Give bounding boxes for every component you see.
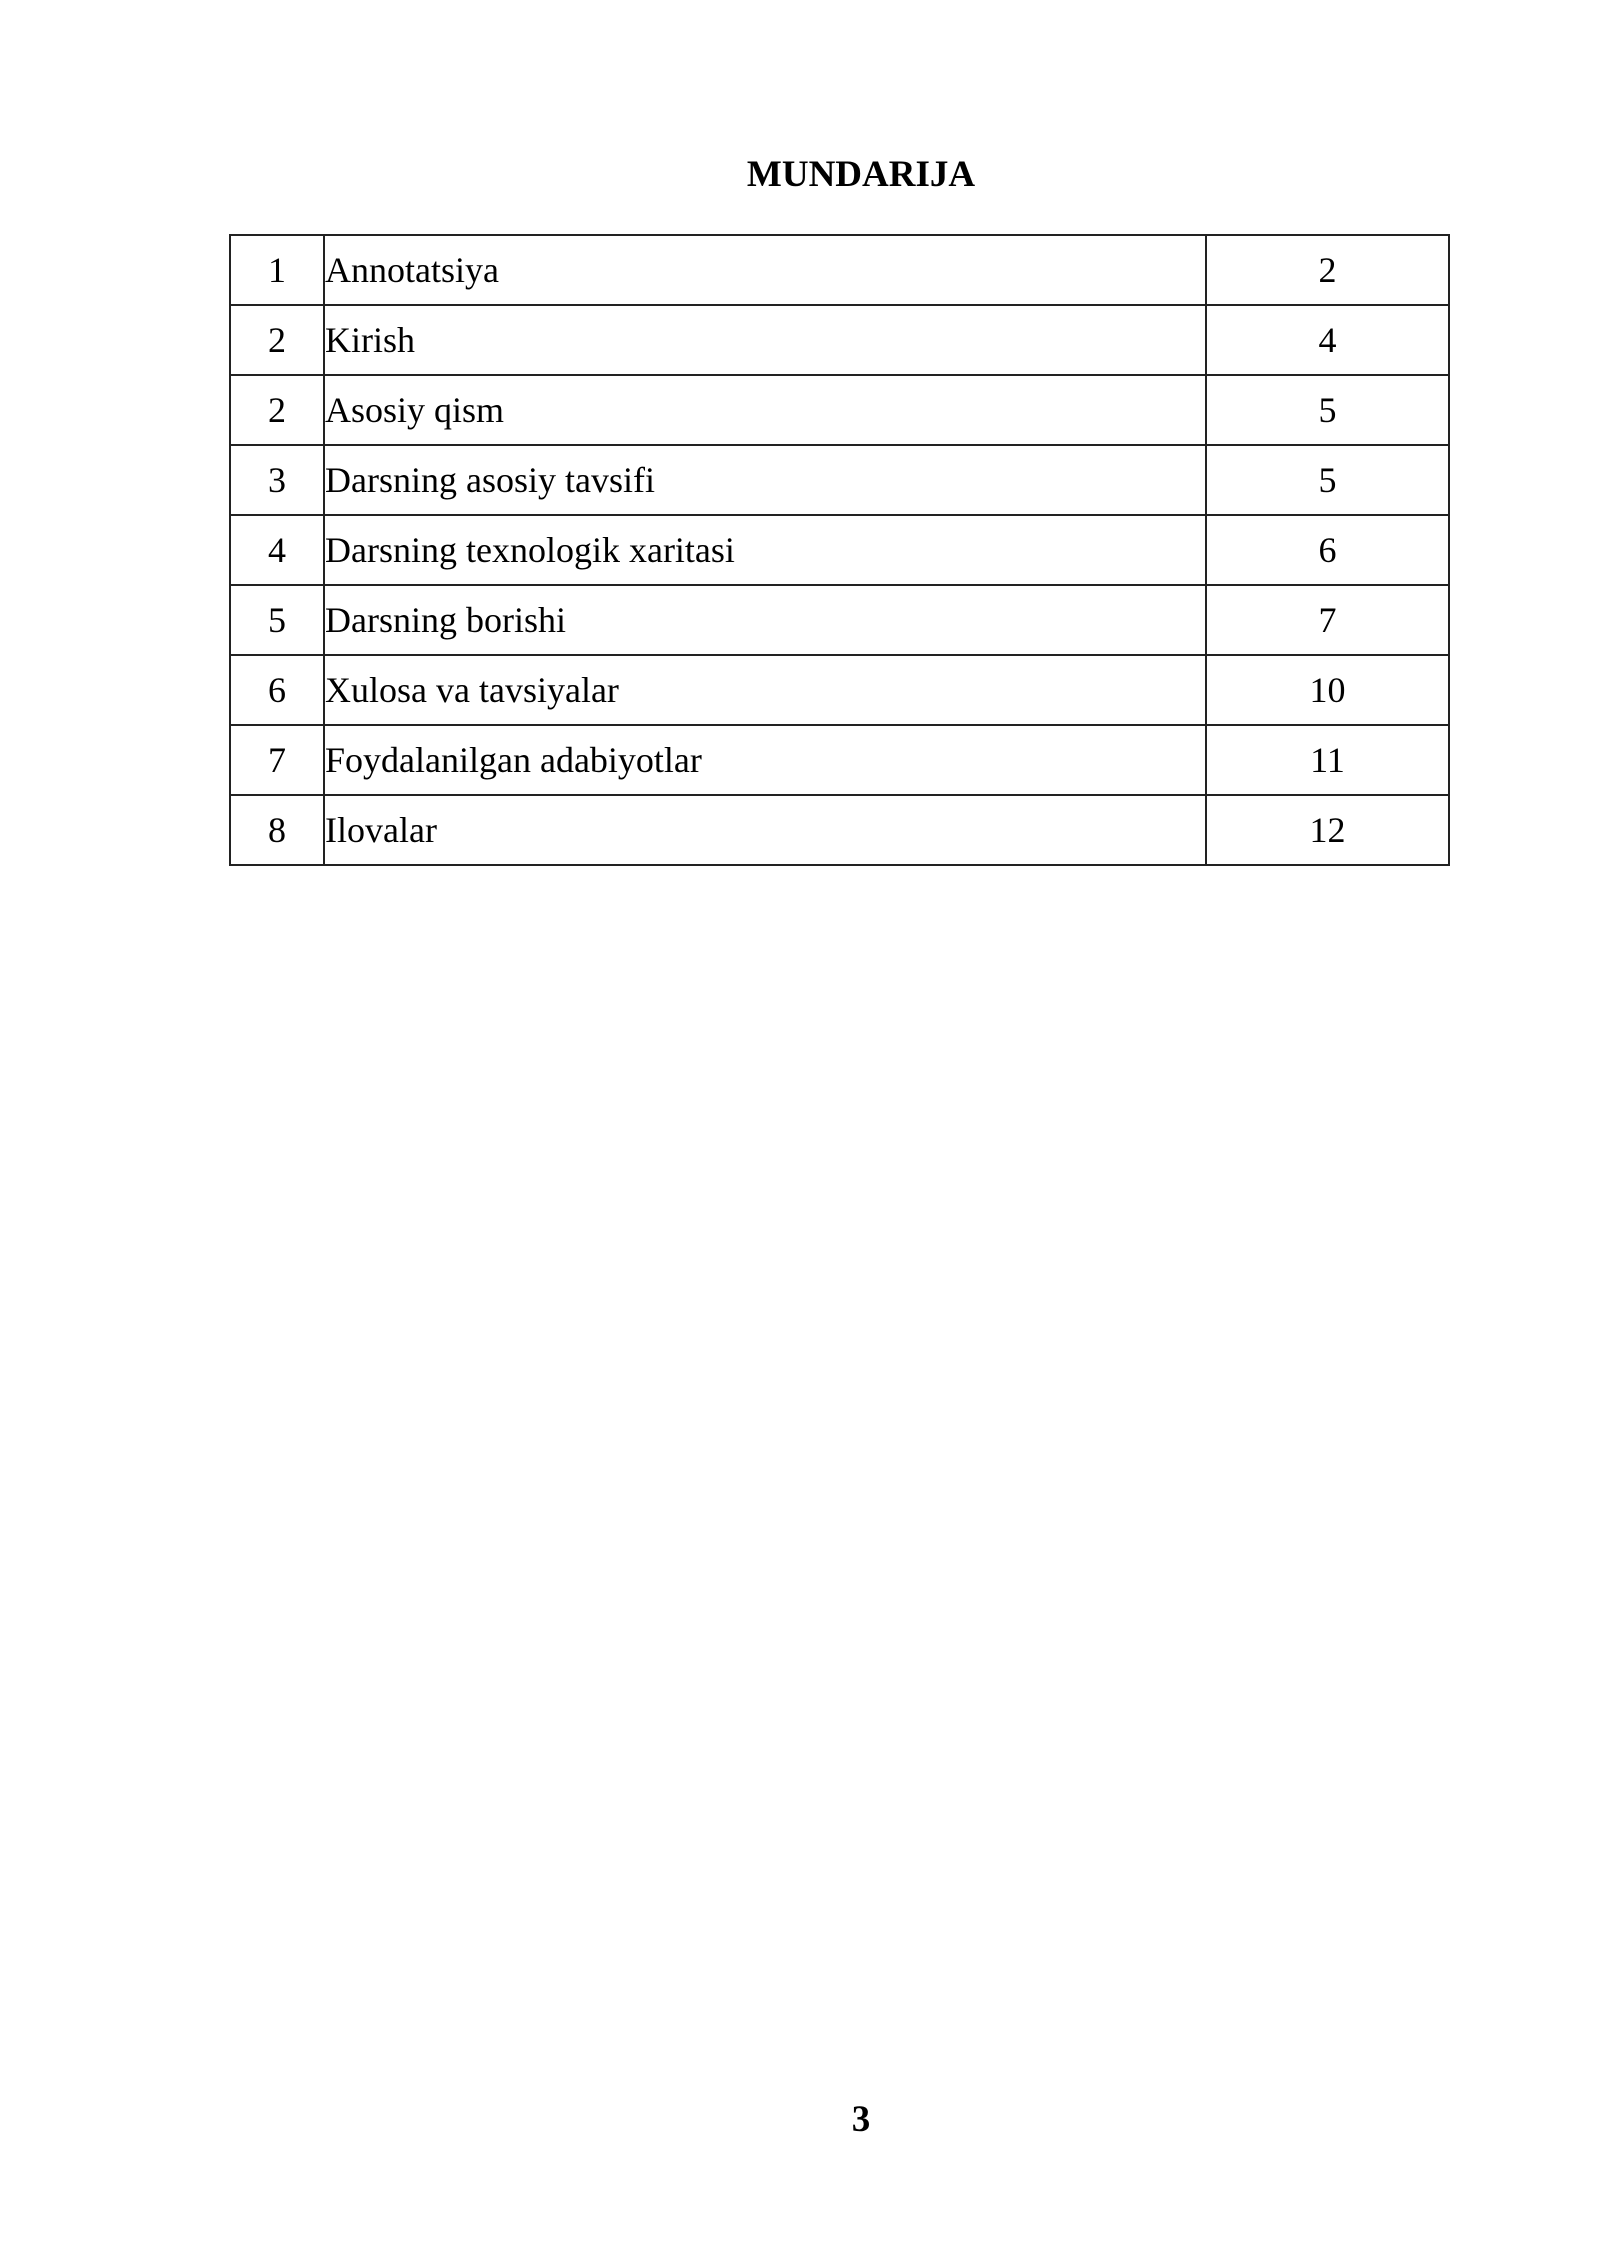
document-title: MUNDARIJA [746, 154, 976, 195]
toc-item-number: 7 [230, 725, 324, 795]
toc-item-number: 5 [230, 585, 324, 655]
toc-item-title: Annotatsiya [324, 235, 1206, 305]
toc-item-title: Darsning texnologik xaritasi [324, 515, 1206, 585]
table-row [230, 795, 1449, 865]
toc-item-number: 8 [230, 795, 324, 865]
toc-item-page: 5 [1206, 375, 1449, 445]
table-row [230, 305, 1449, 375]
toc-item-number: 3 [230, 445, 324, 515]
toc-item-title: Ilovalar [324, 795, 1206, 865]
toc-item-page: 6 [1206, 515, 1449, 585]
toc-item-number: 2 [230, 375, 324, 445]
toc-item-page: 11 [1206, 725, 1449, 795]
toc-item-number: 1 [230, 235, 324, 305]
toc-item-title: Darsning borishi [324, 585, 1206, 655]
toc-item-page: 2 [1206, 235, 1449, 305]
table-row [230, 585, 1449, 655]
toc-item-page: 5 [1206, 445, 1449, 515]
page-number: 3 [851, 2099, 871, 2140]
toc-item-page: 10 [1206, 655, 1449, 725]
toc-item-title: Foydalanilgan adabiyotlar [324, 725, 1206, 795]
table-row [230, 445, 1449, 515]
toc-item-page: 7 [1206, 585, 1449, 655]
table-row [230, 515, 1449, 585]
table-row [230, 725, 1449, 795]
toc-item-title: Asosiy qism [324, 375, 1206, 445]
table-of-contents [229, 234, 1450, 866]
toc-item-title: Darsning asosiy tavsifi [324, 445, 1206, 515]
toc-item-number: 4 [230, 515, 324, 585]
table-row [230, 655, 1449, 725]
toc-item-title: Kirish [324, 305, 1206, 375]
toc-item-number: 2 [230, 305, 324, 375]
table-row [230, 375, 1449, 445]
toc-item-page: 12 [1206, 795, 1449, 865]
toc-item-page: 4 [1206, 305, 1449, 375]
table-row [230, 235, 1449, 305]
toc-item-number: 6 [230, 655, 324, 725]
toc-item-title: Xulosa va tavsiyalar [324, 655, 1206, 725]
